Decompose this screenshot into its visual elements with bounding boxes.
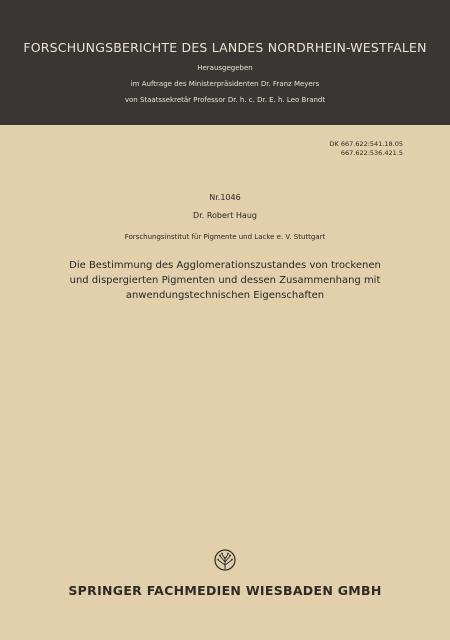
classification-block	[330, 140, 403, 157]
report-number: Nr.1046	[209, 193, 241, 202]
author-name: Dr. Robert Haug	[193, 211, 257, 220]
title-line-1: Die Bestimmung des Agglomerationszustandes von trockenen	[69, 260, 381, 271]
title-line-3: anwendungstechnischen Eigenschaften	[125, 290, 325, 301]
editor-line-commission: im Auftrage des Ministerpräsidenten Dr. Franz Meyers	[130, 80, 320, 88]
publisher-name: SPRINGER FACHMEDIEN WIESBADEN GMBH	[68, 583, 382, 598]
springer-tree-logo-icon	[214, 549, 236, 571]
editor-line-herausgegeben: Herausgegeben	[197, 64, 253, 72]
classification-line-1: DK 667.622:541.18.05	[329, 140, 403, 148]
institute-name: Forschungsinstitut für Pigmente und Lacke e. V. Stuttgart	[124, 233, 326, 241]
header-banner	[0, 0, 450, 125]
classification-line-2: 667.622:536.421.5	[340, 148, 403, 157]
report-title	[0, 258, 450, 303]
editor-line-editor: von Staatssekretär Professor Dr. h. c. Dr. E. h. Leo Brandt	[124, 96, 326, 104]
title-line-2: und dispergierten Pigmenten und dessen Zusammenhang mit	[69, 275, 381, 286]
series-title: FORSCHUNGSBERICHTE DES LANDES NORDRHEIN-WESTFALEN	[23, 40, 427, 55]
